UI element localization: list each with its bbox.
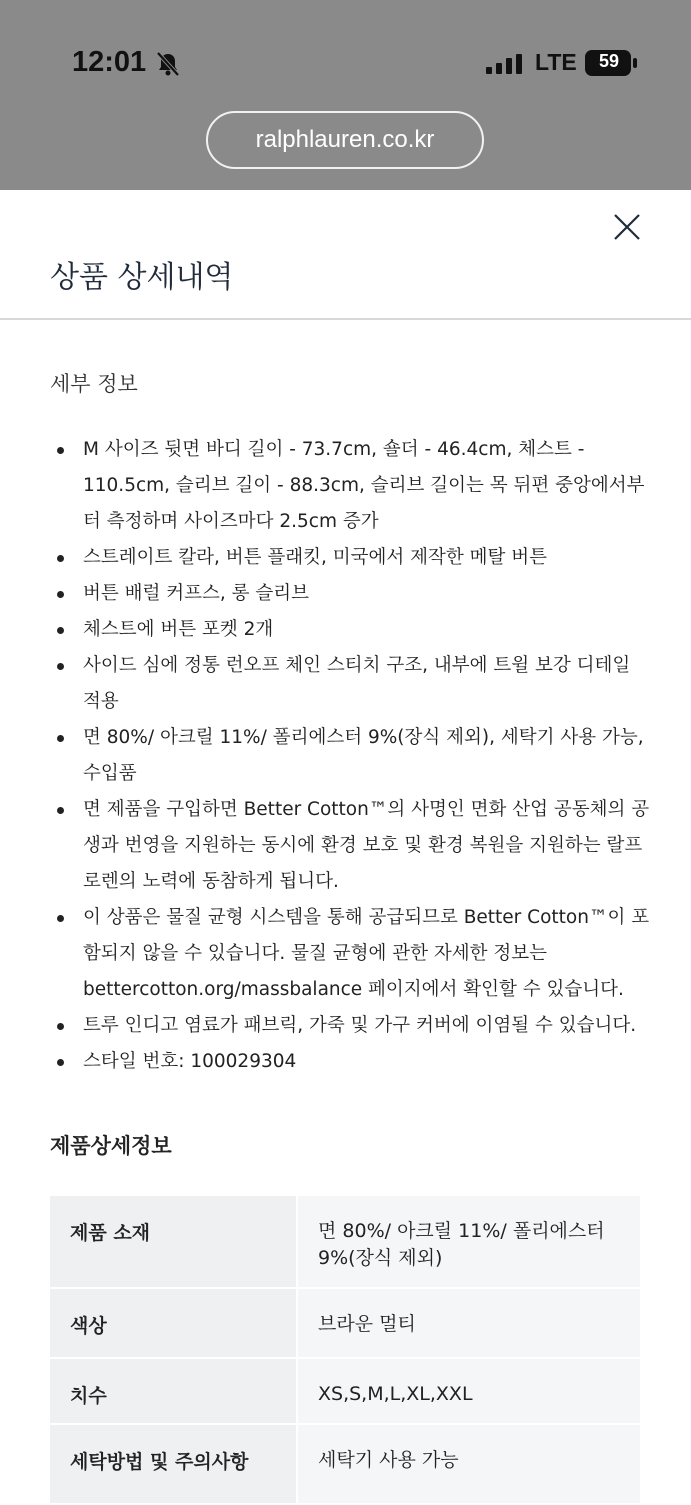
spec-label: 치수 <box>50 1358 297 1424</box>
divider <box>0 318 691 320</box>
signal-icon <box>486 54 524 74</box>
list-item: 버튼 배럴 커프스, 롱 슬리브 <box>50 576 650 612</box>
details-list <box>50 432 650 1080</box>
details-heading: 세부 정보 <box>50 372 138 396</box>
panel-title: 상품 상세내역 <box>50 260 234 295</box>
address-bar[interactable] <box>206 111 484 169</box>
spec-value: 면 80%/ 아크릴 11%/ 폴리에스터 9%(장식 제외) <box>297 1196 640 1288</box>
network-type: LTE <box>535 49 577 75</box>
list-item: 스트레이트 칼라, 버튼 플래킷, 미국에서 제작한 메탈 버튼 <box>50 540 650 576</box>
spec-value: XS,S,M,L,XL,XXL <box>297 1358 640 1424</box>
list-item: 사이드 심에 정통 런오프 체인 스티치 구조, 내부에 트윌 보강 디테일 적용 <box>50 648 650 720</box>
list-item: 스타일 번호: 100029304 <box>50 1044 650 1080</box>
spec-value: 세탁기 사용 가능 <box>297 1424 640 1504</box>
status-bar <box>0 0 691 190</box>
table-row <box>50 1196 640 1288</box>
table-row <box>50 1424 640 1504</box>
table-row <box>50 1288 640 1358</box>
table-row <box>50 1358 640 1424</box>
list-item: 면 80%/ 아크릴 11%/ 폴리에스터 9%(장식 제외), 세탁기 사용 가능, 수입품 <box>50 720 650 792</box>
close-icon[interactable] <box>612 212 642 242</box>
bell-slash-icon <box>154 50 182 78</box>
battery-level: 59 <box>598 51 620 71</box>
status-time: 12:01 <box>72 46 147 78</box>
list-item: 면 제품을 구입하면 Better Cotton™의 사명인 면화 산업 공동체의 공생과 번영을 지원하는 동시에 환경 보호 및 환경 복원을 지원하는 랄프 로렌의 노력에 동참하게 됩니다. <box>50 792 650 900</box>
spec-label: 제품 소재 <box>50 1196 297 1288</box>
list-item: 이 상품은 물질 균형 시스템을 통해 공급되므로 Better Cotton™이 포함되지 않을 수 있습니다. 물질 균형에 관한 자세한 정보는 bettercotton.org/massbalance 페이지에서 확인할 수 있습니다. <box>50 900 650 1008</box>
list-item: M 사이즈 뒷면 바디 길이 - 73.7cm, 숄더 - 46.4cm, 체스트 - 110.5cm, 슬리브 길이 - 88.3cm, 슬리브 길이는 목 뒤편 중앙에서부터 측정하며 사이즈마다 2.5cm 증가 <box>50 432 650 540</box>
spec-label: 색상 <box>50 1288 297 1358</box>
spec-label: 세탁방법 및 주의사항 <box>50 1424 297 1504</box>
spec-table <box>50 1196 640 1505</box>
spec-value: 브라운 멀티 <box>297 1288 640 1358</box>
list-item: 체스트에 버튼 포켓 2개 <box>50 612 650 648</box>
url-text: ralphlauren.co.kr <box>255 126 435 153</box>
list-item: 트루 인디고 염료가 패브릭, 가죽 및 가구 커버에 이염될 수 있습니다. <box>50 1008 650 1044</box>
spec-heading: 제품상세정보 <box>50 1134 172 1158</box>
